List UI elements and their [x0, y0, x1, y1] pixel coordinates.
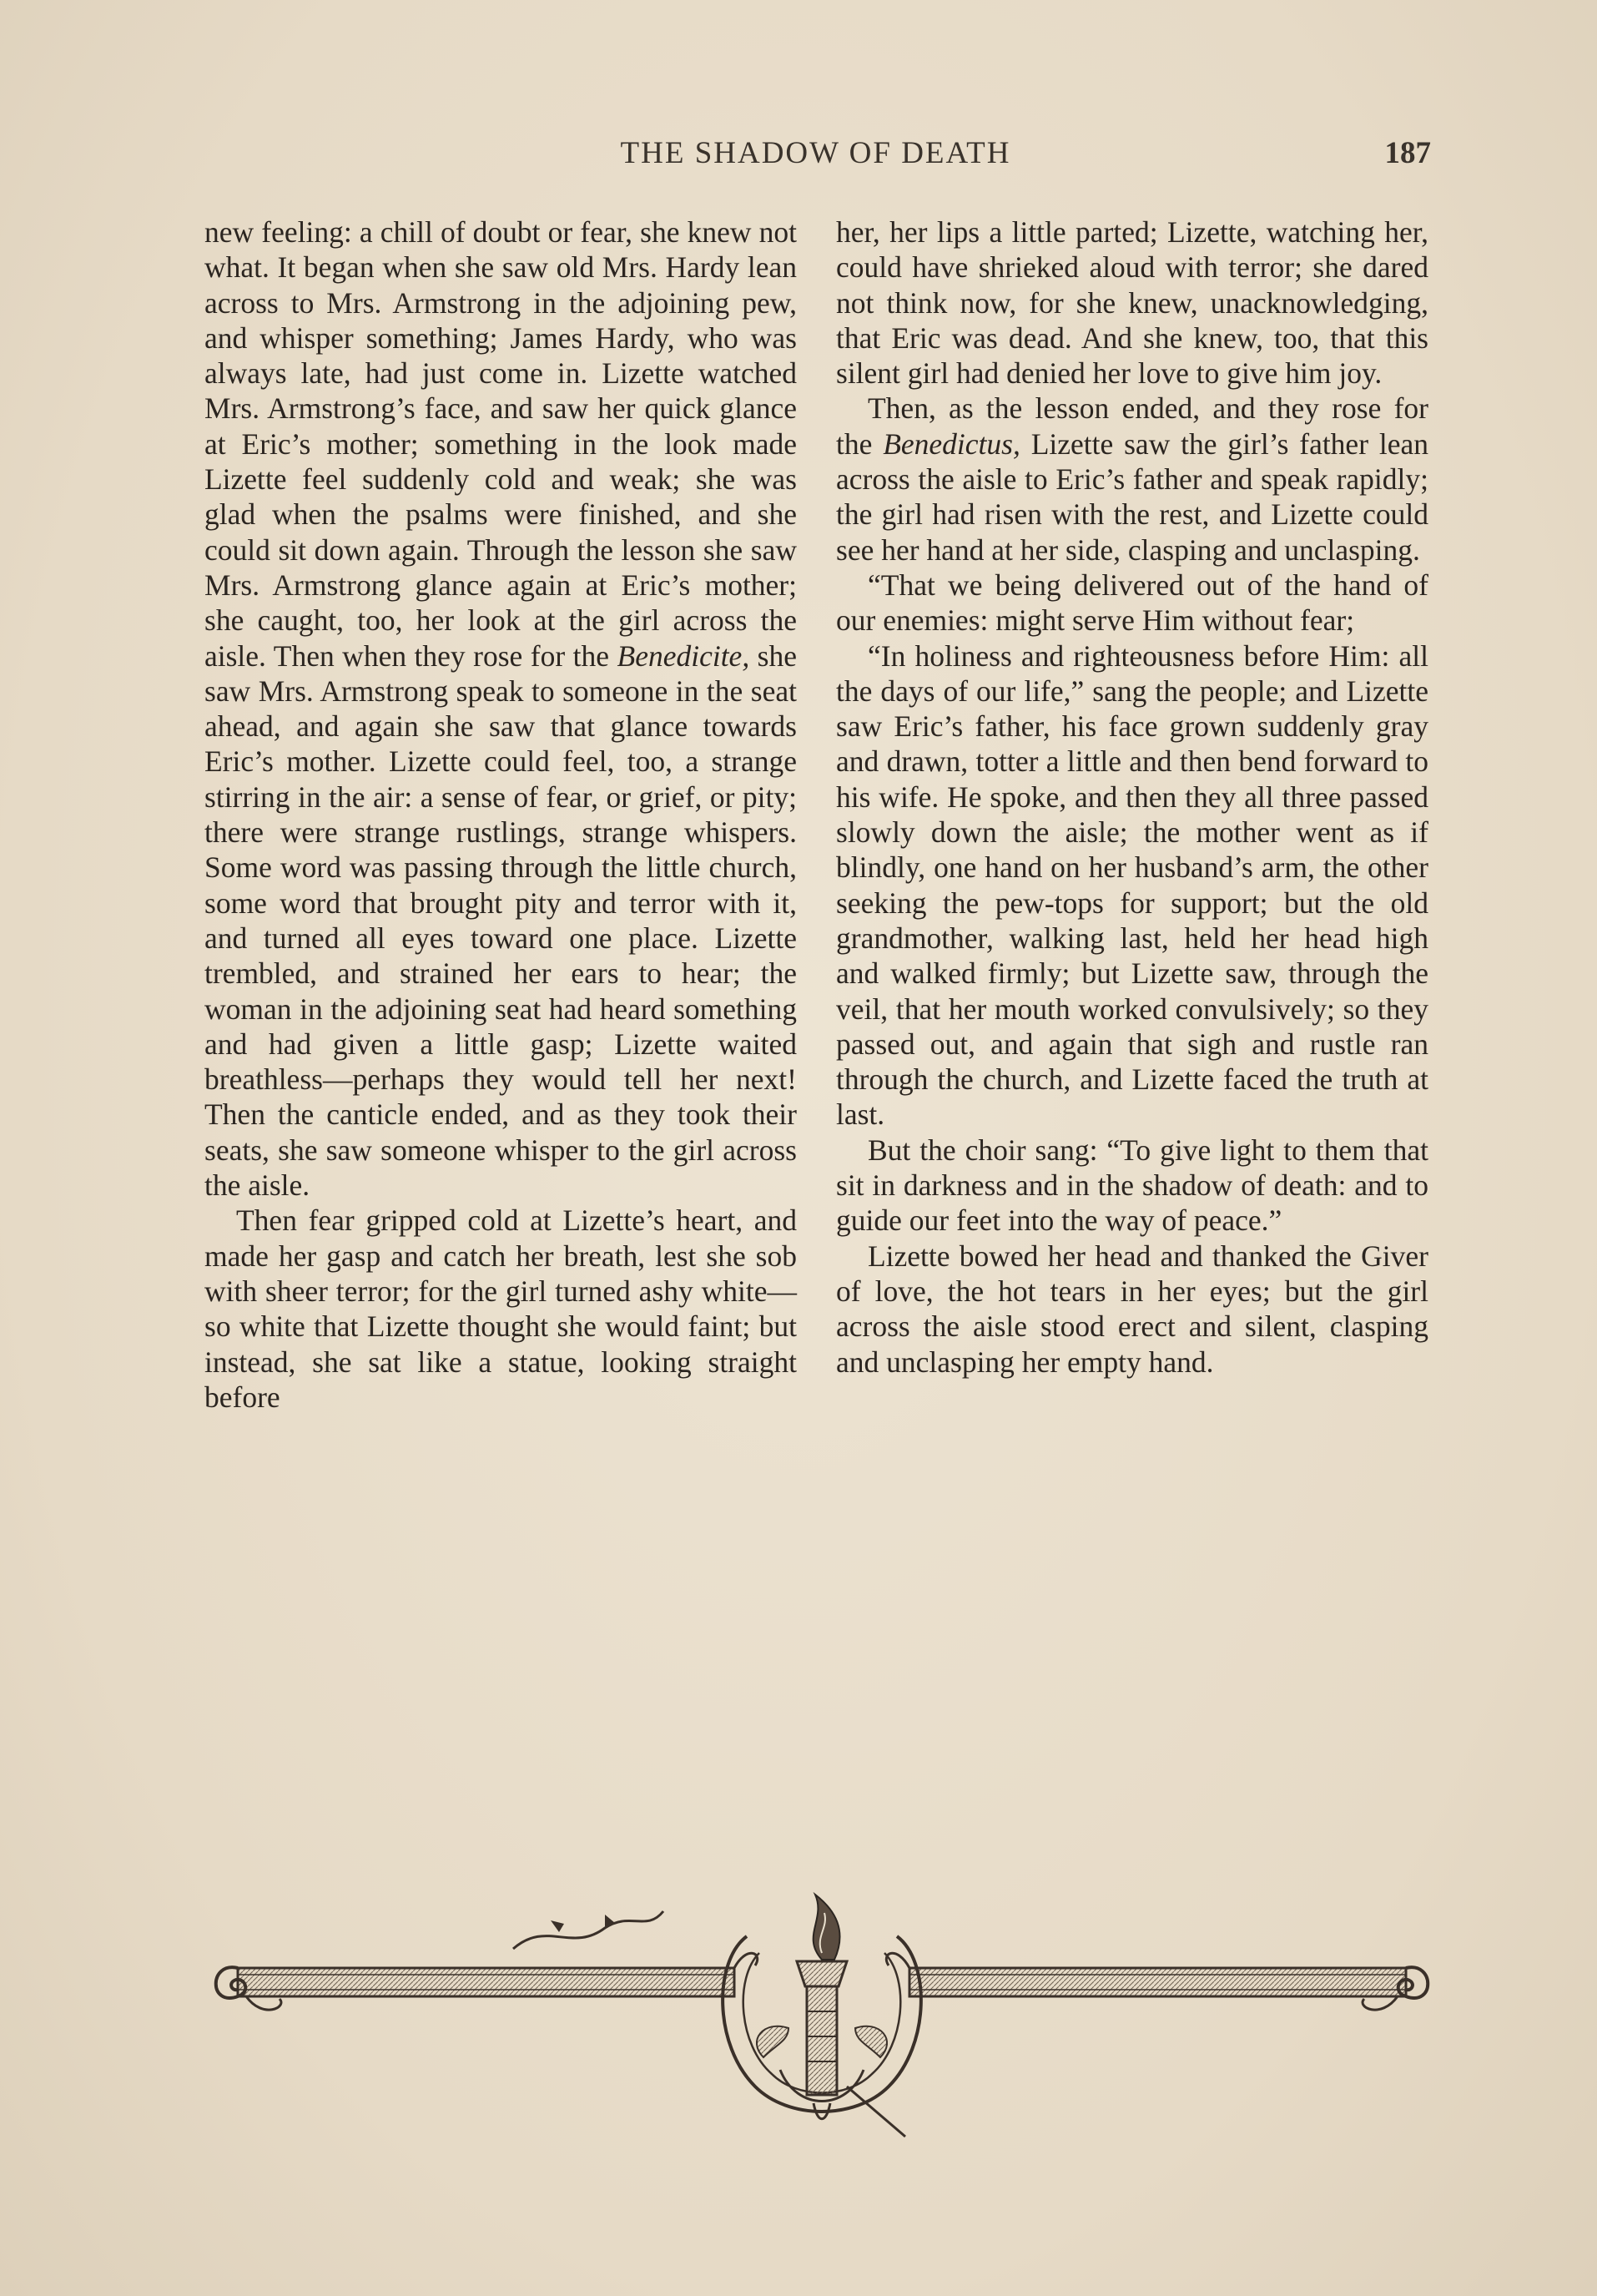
page-header: [200, 135, 1431, 185]
paragraph: Then fear gripped cold at Lizette’s heart, and made her gasp and catch her breath, lest she sob with sheer terror; for the girl turned ashy white—so white that Lizette thought she would faint; but instead, she sat like a statue, looking straight before: [204, 1204, 797, 1414]
paragraph-text: Then, as the lesson ended, and they rose for the: [836, 391, 1428, 461]
paragraph: “That we being delivered out of the hand of our enemies: might serve Him without fear;: [836, 568, 1428, 638]
paragraph-text: new feeling: a chill of doubt or fear, she knew not what. It began when she saw old Mrs. Hardy lean across to Mrs. Armstrong in the adjoining pew, and whisper something; James Hardy, who was always late, had just come in. Lizette watched Mrs. Armstrong’s face, and saw her quick glance at Eric’s mother; something in the look made Lizette feel suddenly cold and weak; she was glad when the psalms were finished, and she could sit down again. Through the lesson she saw Mrs. Armstrong glance again at Eric’s mother; she caught, too, her look at the girl across the aisle. Then when they rose for the: [204, 215, 797, 673]
paragraph: [204, 214, 797, 1203]
paragraph-text: she saw Mrs. Armstrong speak to someone in the seat ahead, and again she saw that glance towards Eric’s mother. Lizette could feel, too, a strange stirring in the air: a sense of fear, or grief, or pity; there were strange rustlings, strange whispers. Some word was passing through the little church, some word that brought pity and terror with it, and turned all eyes toward one place. Lizette trembled, and strained her ears to hear; the woman in the adjoining seat had heard something and had given a little gasp; Lizette waited breathless—perhaps they would tell her next! Then the canticle ended, and as they took their seats, she saw someone whisper to the girl across the aisle.: [204, 638, 798, 1203]
paragraph-text: Lizette saw the girl’s father lean across the aisle to Eric’s father and speak rapidly; the girl had risen with the rest, and Lizette could see her hand at her side, clasping and unclasping.: [836, 426, 1428, 567]
page-number: 187: [1384, 136, 1431, 170]
left-column: [204, 214, 797, 1415]
italic-title: Benedicite,: [617, 638, 750, 673]
running-title: THE SHADOW OF DEATH: [620, 136, 1011, 170]
torch-scroll-ornament-icon: [213, 1861, 1431, 2162]
paragraph: [836, 391, 1428, 567]
italic-title: Benedictus,: [883, 426, 1020, 461]
paragraph: But the choir sang: “To give light to them that sit in darkness and in the shadow of death: and to guide our feet into the way of peace.”: [836, 1133, 1428, 1238]
paragraph: her, her lips a little parted; Lizette, watching her, could have shrieked aloud with terror; she dared not think now, for she knew, unacknowledging, that Eric was dead. And she knew, too, that this silent girl had denied her love to give him joy.: [836, 215, 1428, 391]
right-column: [836, 214, 1428, 1380]
paragraph: Lizette bowed her head and thanked the Giver of love, the hot tears in her eyes; but the girl across the aisle stood erect and silent, clasping and unclasping her empty hand.: [836, 1239, 1428, 1379]
paragraph: “In holiness and righteousness before Him: all the days of our life,” sang the people; and Lizette saw Eric’s father, his face grown suddenly gray and drawn, totter a little and then bend forward to his wife. He spoke, and then they all three passed slowly down the aisle; the mother went as if blindly, one hand on her husband’s arm, the other seeking the pew-tops for support; but the old grandmother, walking last, held her head high and walked firmly; but Lizette saw, through the veil, that her mouth worked convulsively; so they passed out, and again that sigh and rustle ran through the church, and Lizette faced the truth at last.: [836, 638, 1428, 1132]
